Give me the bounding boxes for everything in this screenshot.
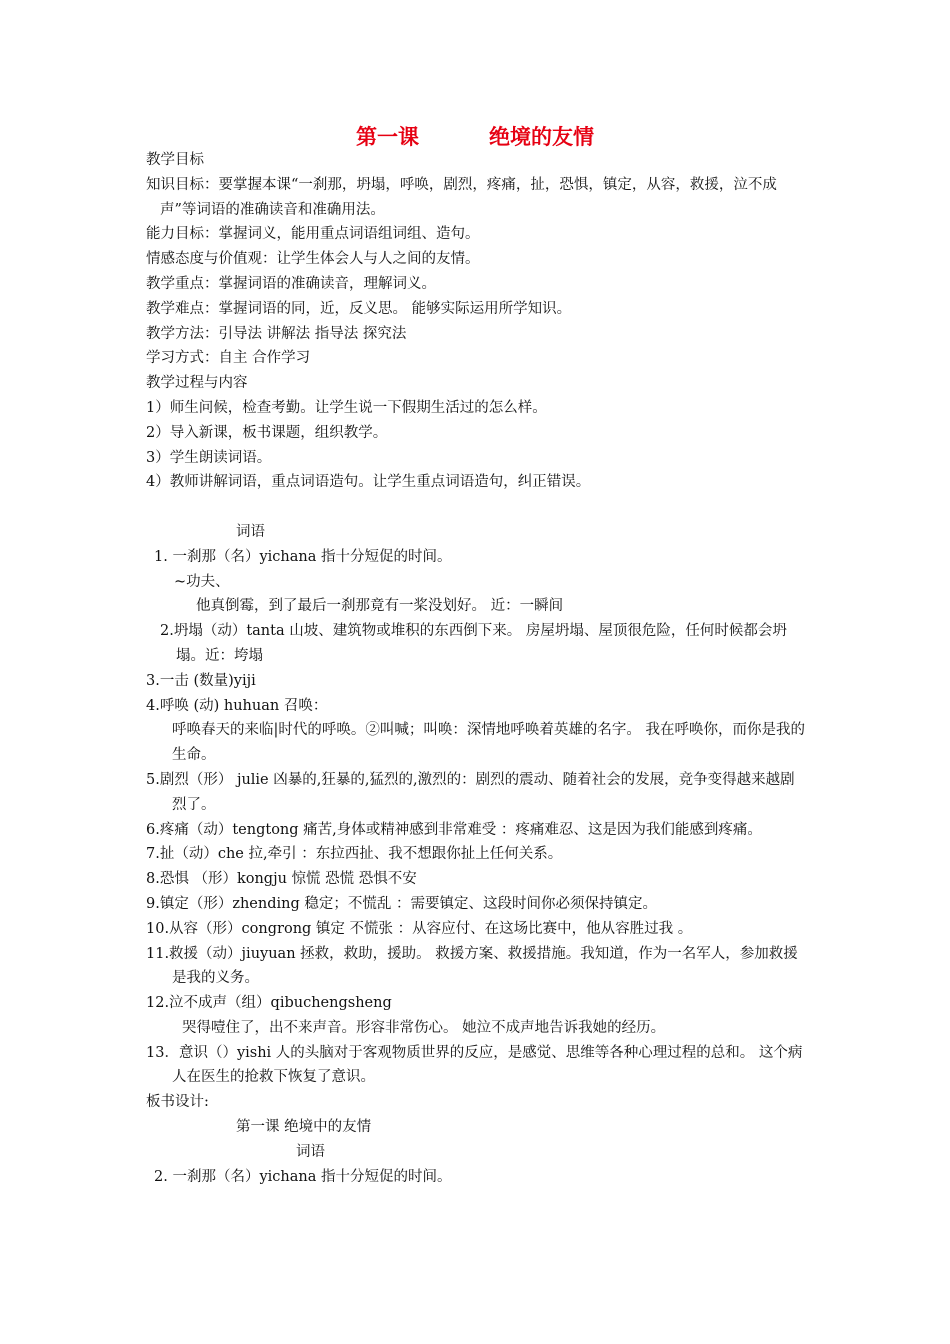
line-vocab-13: 13．意识（）yishi 人的头脑对于客观物质世界的反应，是感觉、思维等各种心理过程的总和。 这个病人在医生的抢救下恢复了意识。: [146, 1044, 803, 1086]
line-vocab-1-example: 他真倒霉，到了最后一刹那竟有一桨没划好。 近：一瞬间: [196, 598, 564, 615]
line-board-design: 板书设计:: [146, 1094, 209, 1111]
title-name: 绝境的友情: [489, 125, 594, 149]
line-vocab-1: 1. 一刹那（名）yichana 指十分短促的时间。: [154, 548, 452, 565]
line-ability-goal: 能力目标：掌握词义，能用重点词语组词组、造句。: [146, 226, 480, 243]
line-key-point: 教学重点：掌握词语的准确读音，理解词义。: [146, 275, 436, 292]
line-step-1: 1）师生问候，检查考勤。让学生说一下假期生活过的怎么样。: [146, 399, 547, 416]
line-board-vocab-1: 2. 一刹那（名）yichana 指十分短促的时间。: [154, 1168, 452, 1185]
line-board-vocab: 词语: [296, 1143, 325, 1160]
line-step-4: 4）教师讲解词语，重点词语造句。让学生重点词语造句，纠正错误。: [146, 474, 591, 491]
line-teaching-goals: 教学目标: [146, 152, 204, 168]
line-emotion-goal: 情感态度与价值观：让学生体会人与人之间的友情。: [146, 251, 480, 268]
line-vocab-9: 9.镇定（形）zhending 稳定；不慌乱 ：需要镇定、这段时间你必须保持镇定。: [146, 895, 657, 912]
line-vocab-11: 11.救援（动）jiuyuan 拯救，救助，援助。 救援方案、救援措施。我知道，作为一名军人，参加救援是我的义务。: [146, 945, 798, 987]
line-vocab-6: 6.疼痛（动）tengtong 痛苦,身体或精神感到非常难受 ：疼痛难忍、这是因为我们能感到疼痛。: [146, 821, 762, 838]
line-step-2: 2）导入新课，板书课题，组织教学。: [146, 424, 388, 441]
line-vocab-10: 10.从容（形）congrong 镇定 不慌张 ：从容应付、在这场比赛中，他从容胜过我 。: [146, 920, 693, 937]
line-vocab-5: 5.剧烈（形） julie 凶暴的,狂暴的,猛烈的,激烈的：剧烈的震动、随着社会的发展，竞争变得越来越剧烈了。: [146, 771, 795, 813]
line-step-3: 3）学生朗读词语。: [146, 449, 272, 466]
line-process: 教学过程与内容: [146, 375, 248, 392]
line-vocab-4-example: 呼唤春天的来临|时代的呼唤。②叫喊；叫唤：深情地呼唤着英雄的名字。 我在呼唤你，而你是我的生命。: [172, 722, 805, 764]
line-knowledge-goal: 知识目标：要掌握本课“一刹那，坍塌，呼唤，剧烈，疼痛，扯，恐惧，镇定，从容，救援，泣不成声”等词语的准确读音和准确用法。: [146, 176, 777, 218]
line-method: 教学方法：引导法 讲解法 指导法 探究法: [146, 325, 407, 342]
line-board-title: 第一课 绝境中的友情: [236, 1119, 372, 1136]
line-vocab-4: 4.呼唤 (动) huhuan 召唤：: [146, 697, 328, 714]
document-body: [146, 148, 808, 1189]
line-vocab-1-note: ~功夫、: [174, 573, 230, 590]
title-lesson: 第一课: [356, 125, 419, 149]
line-vocab-7: 7.扯（动）che 拉,牵引 ：东拉西扯、我不想跟你扯上任何关系。: [146, 846, 563, 863]
line-difficulty: 教学难点：掌握词语的同，近，反义思。 能够实际运用所学知识。: [146, 300, 572, 317]
line-vocab-8: 8.恐惧 （形）kongju 惊慌 恐慌 恐惧不安: [146, 871, 417, 888]
line-learning-style: 学习方式：自主 合作学习: [146, 350, 311, 367]
line-vocab-12: 12.泣不成声（组）qibuchengsheng: [146, 995, 392, 1012]
line-vocab-heading: 词语: [236, 523, 265, 540]
line-vocab-2: 2.坍塌（动）tanta 山坡、建筑物或堆积的东西倒下来。 房屋坍塌、屋顶很危险，任何时候都会坍塌。近：垮塌: [160, 623, 787, 664]
line-vocab-12-example: 哭得噎住了，出不来声音。形容非常伤心。 她泣不成声地告诉我她的经历。: [182, 1019, 666, 1036]
line-vocab-3: 3.一击 (数量)yiji: [146, 672, 256, 689]
